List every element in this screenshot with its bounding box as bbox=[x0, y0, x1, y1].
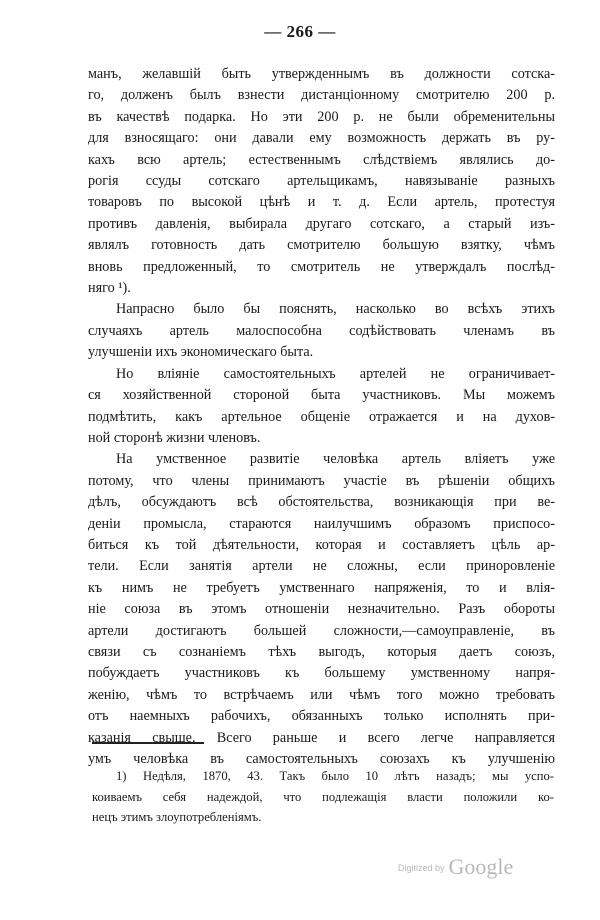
text-line: манъ, желавшій быть утвержденнымъ въ должности сотска- bbox=[88, 66, 555, 82]
watermark-prefix: Digitized by bbox=[398, 863, 445, 873]
text-line: умъ человѣка въ самостоятельныхъ союзахъ къ улучшенію bbox=[88, 751, 555, 767]
text-line: случаяхъ артель малоспособна содѣйствовать членамъ въ bbox=[88, 322, 555, 339]
footnote-line: нецъ этимъ злоупотребленіямъ. bbox=[92, 810, 262, 824]
text-line: артели достигаютъ большей сложности,—самоуправленіе, въ bbox=[88, 622, 555, 639]
text-line: женію, чѣмъ то встрѣчаемъ или чѣмъ того можно требовать bbox=[88, 686, 555, 703]
text-line: рогія ссуды сотскаго артельщикамъ, навязываніе разныхъ bbox=[88, 173, 555, 190]
text-line: для взносящаго: они давали ему возможность держать въ ру- bbox=[88, 130, 555, 147]
digitized-watermark bbox=[398, 854, 513, 880]
text-line: биться къ той дѣятельности, которая и составляетъ цѣль ар- bbox=[88, 536, 555, 553]
footnote bbox=[92, 766, 554, 828]
text-line: противъ давленія, выбирала другаго сотскаго, а старый изъ- bbox=[88, 215, 555, 232]
text-line: вновь предложенный, то смотритель не утверждалъ послѣд- bbox=[88, 258, 555, 275]
text-line: ніе союза въ этомъ отношеніи незначительно. Разъ обороты bbox=[88, 601, 555, 618]
footnote-line: коиваемъ себя надеждой, что подлежащія власти положили ко- bbox=[92, 789, 554, 804]
text-line: подмѣтить, какъ артельное общеніе отражается и на духов- bbox=[88, 408, 555, 425]
text-line: ной сторонѣ жизни членовъ. bbox=[88, 429, 261, 446]
footnote-line: 1) Недѣля, 1870, 43. Такъ было 10 лѣтъ назадъ; мы успо- bbox=[116, 769, 554, 783]
text-line: казанія свыше. Всего раньше и всего легче направляется bbox=[88, 729, 555, 746]
text-line: ся хозяйственной стороной быта участниковъ. Мы можемъ bbox=[88, 387, 555, 404]
text-line: товаровъ по высокой цѣнѣ и т. д. Если артель, протестуя bbox=[88, 194, 555, 211]
text-line: къ нимъ не требуетъ умственнаго напряженія, то и влія- bbox=[88, 579, 555, 596]
text-line: являлъ готовность дать смотрителю большую взятку, чѣмъ bbox=[88, 237, 555, 254]
text-line: тели. Если занятія артели не сложны, если приноровленіе bbox=[88, 558, 555, 575]
paragraph-start-line: Напрасно было бы пояснять, насколько во всѣхъ этихъ bbox=[116, 301, 555, 318]
text-line: го, долженъ былъ взнести дистанціонному смотрителю 200 р. bbox=[88, 87, 555, 104]
text-line: улучшеніи ихъ экономическаго быта. bbox=[88, 344, 314, 361]
paragraph-start-line: Но вліяніе самостоятельныхъ артелей не ограничивает- bbox=[116, 365, 555, 382]
footnote-divider bbox=[92, 742, 204, 744]
text-line: потому, что члены принимаютъ участіе въ рѣшеніи общихъ bbox=[88, 472, 555, 489]
text-line: побуждаетъ участниковъ къ большему умственному напря- bbox=[88, 665, 555, 682]
text-line: няго ¹). bbox=[88, 280, 131, 297]
text-line: кахъ всю артель; естественнымъ слѣдствіемъ являлись до- bbox=[88, 151, 555, 168]
text-line: дѣлъ, обсуждаютъ всѣ обстоятельства, возникающія при ве- bbox=[88, 494, 555, 511]
text-line: въ качествѣ подарка. Но эти 200 р. не были обременительны bbox=[88, 108, 555, 125]
text-line: деніи промысла, стараются наилучшимъ образомъ приспосо- bbox=[88, 515, 555, 532]
text-line: отъ наемныхъ рабочихъ, обязанныхъ только исполнять при- bbox=[88, 708, 555, 725]
text-line: связи съ сознаніемъ тѣхъ выгодъ, которыя даетъ союзъ, bbox=[88, 643, 555, 660]
paragraph-start-line: На умственное развитіе человѣка артель вліяетъ уже bbox=[116, 451, 555, 468]
page-number: — 266 — bbox=[264, 22, 336, 41]
body-text bbox=[88, 64, 555, 770]
google-logo: Google bbox=[448, 854, 514, 879]
